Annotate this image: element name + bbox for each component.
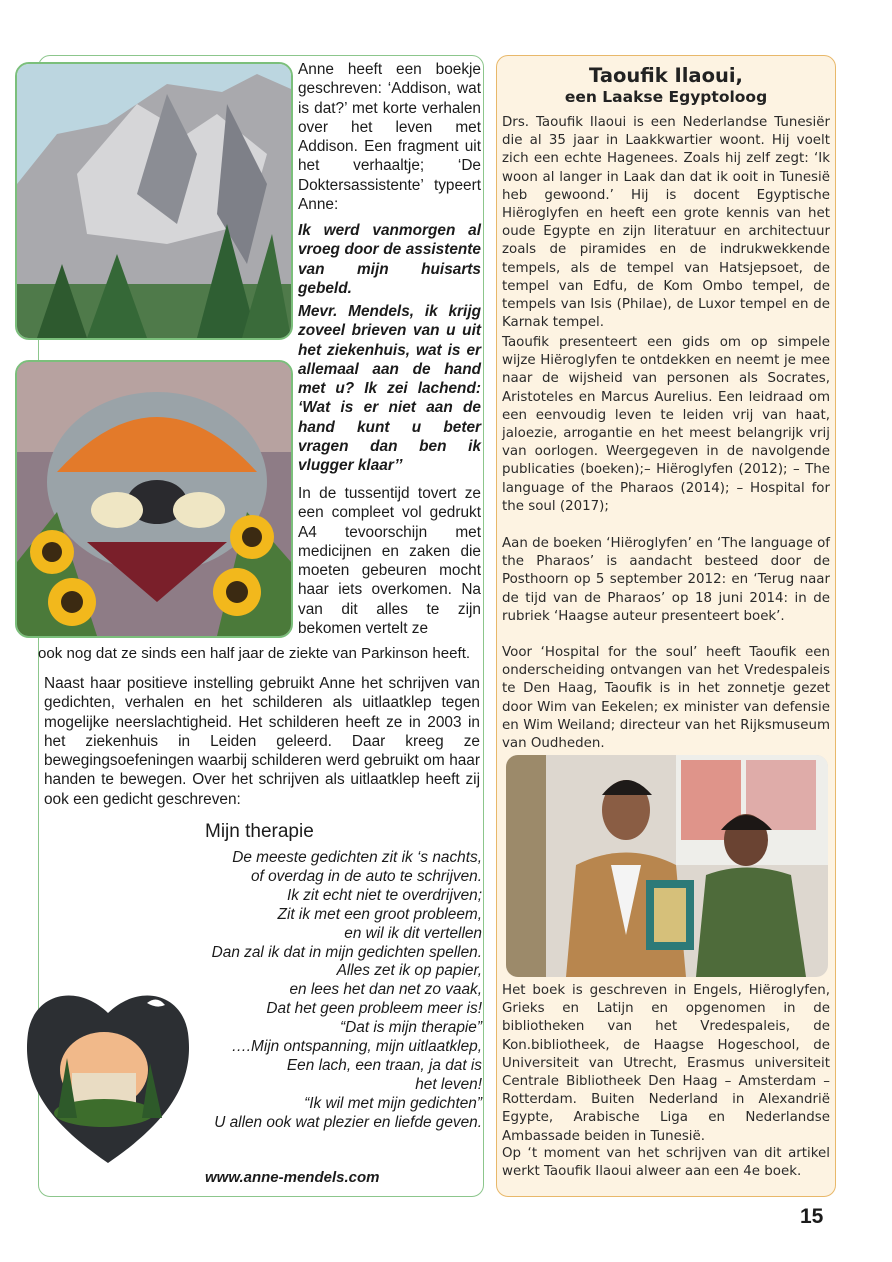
quote-second: Mevr. Mendels, ik krijg zoveel brieven van u uit het ziekenhuis, wat is er allemaal aan de hand met u? Ik zei lachend: ‘Wat is er niet aan de hand kunt u beter vragen dan ben ik vlugger klaar’’: [298, 303, 481, 475]
poem-line: Ik zit echt niet te overdrijven;: [286, 886, 482, 904]
quote-first: Ik werd vanmorgen al vroeg door de assistente van mijn huisarts gebeld.: [298, 222, 481, 297]
poem-line: en lees het dan net zo vaak,: [289, 981, 482, 999]
right-paragraph-5: Het boek is geschreven in Engels, Hiëroglyfen, Grieks en Latijn en opgenomen in de bibliotheken van het Vredespaleis, de Kon.bibliotheek, de Haagse Hogeschool, de Universiteit van Utrecht, Erasmus universiteit Centrale Bibliotheek Den Haag – Amsterdam – Rotterdam. Buiten Nederland in Alexandrië Egypte, Arabische Liga en Nederlandse Ambassade beiden in Tunesië.: [502, 983, 830, 1144]
face-sunflowers-painting-image: [15, 360, 293, 638]
poem: [140, 849, 482, 1133]
mountain-painting-image: [15, 62, 293, 340]
taoufik-book-photo-image: [506, 755, 828, 977]
poem-line: ….Mijn ontspanning, mijn uitlaatklep,: [231, 1038, 482, 1056]
poem-line: Een lach, een traan, ja dat is: [286, 1056, 482, 1074]
writing-paragraph: Naast haar positieve instelling gebruikt Anne het schrijven van gedichten, verhalen en het schilderen als uitlaatklep tegen mogelijke neerslachtigheid. Het schilderen heeft ze in 2003 in het ziekenhuis in Leiden geleerd. Daar kreeg ze bewegingsoefeningen waarbij schilderen werd gebruikt om haar handen te bewegen. Over het schrijven als uitlaatklep heeft zij ook een gedicht geschreven:: [44, 675, 480, 808]
poem-line: U allen ook wat plezier en liefde geven.: [214, 1113, 482, 1131]
poem-line: “Ik wil met mijn gedichten”: [304, 1094, 482, 1112]
poem-line: of overdag in de auto te schrijven.: [250, 867, 482, 885]
website-link[interactable]: www.anne-mendels.com: [205, 1169, 380, 1186]
right-paragraph-2: Taoufik presenteert een gids om op simpele wijze Hiëroglyfen te ontdekken en neemt je mee naar de wijsheid van personen als Socrates, Aristoteles en Marcus Aurelius. Een leidraad om een eenvoudig leven te leiden vrij van haat, jaloezie, arrogantie en het meest belangrijk vrij van oorlogen. Weergegeven in de navolgende publicaties (boeken);– Hiëroglyfen (2012); – The language of the Pharaos (2014); – Hospital for the soul (2017);: [502, 335, 830, 514]
article-subtitle: een Laakse Egyptoloog: [564, 88, 768, 106]
poem-line: het leven!: [415, 1075, 482, 1093]
right-paragraph-3: Aan de boeken ‘Hiëroglyfen’ en ‘The language of the Pharaos’ is aandacht besteed door de Posthoorn op 5 september 2012: en ‘Terug naar de tijd van de Pharaos’ op 18 juni 2014: in de rubriek ‘Haagse auteur presenteert boek’.: [502, 536, 830, 624]
poem-line: De meeste gedichten zit ik ‘s nachts,: [232, 849, 482, 866]
article-title: Taoufik Ilaoui,: [589, 64, 743, 87]
meanwhile-paragraph: In de tussentijd tovert ze een compleet vol gedrukt A4 tevoorschijn met medicijnen en zaken die moeten gebeuren mocht haar iets overkomen. Na van dit alles te zijn bekomen vertelt ze: [298, 485, 481, 638]
right-paragraph-4: Voor ‘Hospital for the soul’ heeft Taoufik een onderscheiding ontvangen van het Vredespaleis te Den Haag, Taoufik is in het zonnetje gezet door Wim van Eekelen; ex minister van defensie en Wim Weiland; directeur van het Rijksmuseum van Oudheden.: [502, 645, 830, 752]
poem-line: “Dat is mijn therapie”: [340, 1019, 482, 1037]
article-heading: [500, 64, 832, 107]
intro-paragraph: Anne heeft een boekje geschreven: ‘Addison, wat is dat?’ met korte verhalen over het leven met Addison. Een fragment uit het verhaaltje; ‘De Doktersassistente’ typeert Anne:: [298, 61, 481, 214]
poem-line: Alles zet ik op papier,: [336, 962, 482, 980]
poem-line: Dat het geen probleem meer is!: [266, 1000, 482, 1018]
right-paragraph-1: Drs. Taoufik Ilaoui is een Nederlandse Tunesiër die al 35 jaar in Laakkwartier woont. Hij voelt zich een echte Hagenees. Zoals hij zelf zegt: ‘Ik woon al langer in Laak dan dat ik ooit in Tunesië heb gewoond.’ Hij is docent Egyptische Hiëroglyfen en heeft een grote kennis van het oude Egypte en zijn literatuur en architectuur zoals de piramides en de indrukwekkende tempels, als de tempel van Hatsjepsoet, de tempel van Edfu, de Kom Ombo tempel, de tempels van Isis (Philae), de Luxor tempel en de Karnak tempel.: [502, 115, 830, 331]
poem-line: Dan zal ik dat in mijn gedichten spellen.: [211, 943, 482, 961]
poem-title: Mijn therapie: [205, 821, 314, 842]
page-number: 15: [800, 1205, 824, 1228]
poem-line: en wil ik dit vertellen: [344, 924, 482, 942]
parkinson-line: ook nog dat ze sinds een half jaar de ziekte van Parkinson heeft.: [38, 645, 471, 662]
poem-line: Zit ik met een groot probleem,: [277, 905, 482, 923]
right-paragraph-6: Op ‘t moment van het schrijven van dit artikel werkt Taoufik Ilaoui alweer aan een 4e boek.: [502, 1146, 830, 1180]
